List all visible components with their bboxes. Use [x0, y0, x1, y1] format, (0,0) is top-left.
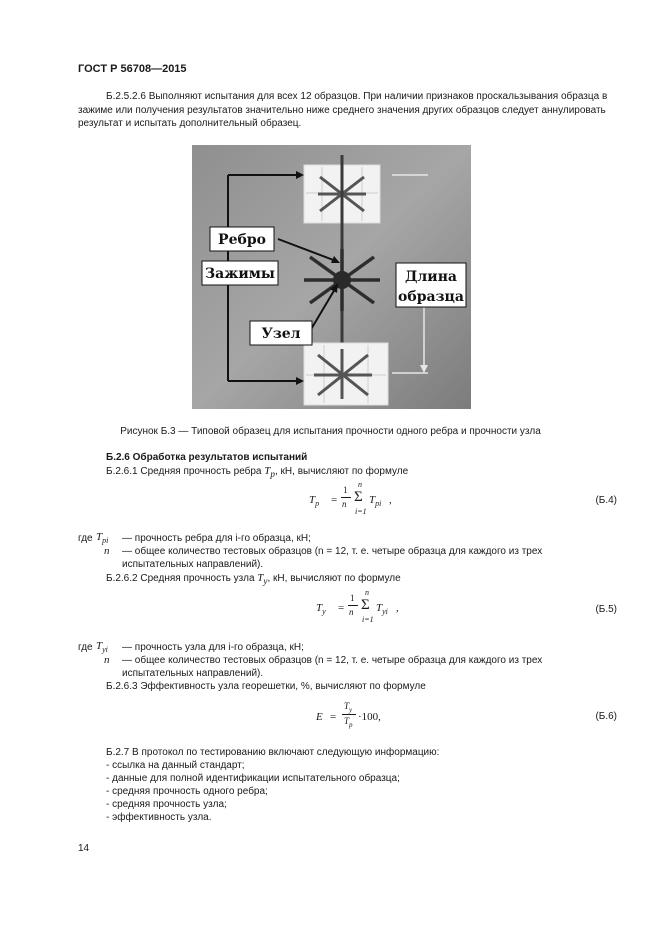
symbol-ty: $T_у$ — [257, 572, 268, 587]
equation-number-b6: (Б.6) — [595, 711, 617, 722]
symbol-tr: $T_р$ — [264, 465, 275, 480]
label-rib: Ребро — [218, 232, 266, 248]
report-items-list — [106, 759, 400, 824]
equation-b4: $T_р$ = 1 n n Σ i=1 $T_{рi}$ , — [309, 480, 392, 516]
where1-symbol-tri: $T_{рi}$ — [96, 531, 109, 546]
equation-b5: $T_у$ = 1 n n Σ i=1 $T_{уi}$ , — [316, 588, 399, 624]
paragraph-b262 — [106, 571, 401, 588]
equation-b6: E = $T_у$ $T_р$ ·100, — [316, 701, 381, 729]
where-label-1: где — [78, 533, 93, 544]
paragraph-b261-suffix: , кН, вычисляют по формуле — [274, 466, 409, 477]
list-item: - ссылка на данный стандарт; — [106, 760, 245, 771]
where2-definition-n: — общее количество тестовых образцов (n = 12, т. е. четыре образца для каждого из трех испытательных направлений). — [122, 655, 543, 679]
where1-definition-n: — общее количество тестовых образцов (n = 12, т. е. четыре образца для каждого из трех испытательных направлений). — [122, 546, 543, 570]
equation-number-b4: (Б.4) — [595, 495, 617, 506]
list-item: - данные для полной идентификации испытательного образца; — [106, 773, 400, 784]
figure-photo — [192, 145, 471, 409]
paragraph-b262-suffix: , кН, вычисляют по формуле — [267, 573, 401, 584]
paragraph-b262-prefix: Б.2.6.2 Средняя прочность узла — [106, 573, 255, 584]
label-length-line1: Длина — [404, 269, 458, 285]
where2-symbol-n: n — [104, 654, 110, 666]
list-item: - эффективность узла. — [106, 812, 212, 823]
label-length-line2: образца — [398, 289, 464, 305]
label-node: Узел — [261, 326, 301, 342]
where1-definition-tri: — прочность ребра для i-го образца, кН; — [122, 533, 311, 544]
label-clamps: Зажимы — [205, 266, 275, 282]
where-label-2: где — [78, 642, 93, 653]
page-number: 14 — [78, 843, 90, 854]
equation-number-b5: (Б.5) — [595, 604, 617, 615]
intro-paragraph: Б.2.5.2.6 Выполняют испытания для всех 12 образцов. При наличии признаков проскальзывания образца в зажиме или получения результатов значительно ниже среднего значения других образцов следует аннулировать результат и испытать дополнительный образец. — [78, 91, 608, 129]
paragraph-b261 — [106, 464, 408, 481]
where1-symbol-n: n — [104, 545, 110, 557]
where2-definition-tyi: — прочность узла для i-го образца, кН; — [122, 642, 304, 653]
paragraph-b263: Б.2.6.3 Эффективность узла георешетки, %, вычисляют по формуле — [106, 681, 426, 692]
list-item: - средняя прочность узла; — [106, 799, 227, 810]
section-heading-b26: Б.2.6 Обработка результатов испытаний — [106, 452, 308, 463]
where2-symbol-tyi: $T_{уi}$ — [96, 640, 108, 655]
list-item: - средняя прочность одного ребра; — [106, 786, 268, 797]
figure-caption: Рисунок Б.3 — Типовой образец для испытания прочности одного ребра и прочности узла — [120, 426, 541, 437]
document-header: ГОСТ Р 56708—2015 — [78, 63, 187, 75]
paragraph-b261-prefix: Б.2.6.1 Средняя прочность ребра — [106, 466, 262, 477]
specimen-photo-illustration — [192, 145, 471, 409]
section-heading-b27: Б.2.7 В протокол по тестированию включают следующую информацию: — [106, 747, 440, 758]
